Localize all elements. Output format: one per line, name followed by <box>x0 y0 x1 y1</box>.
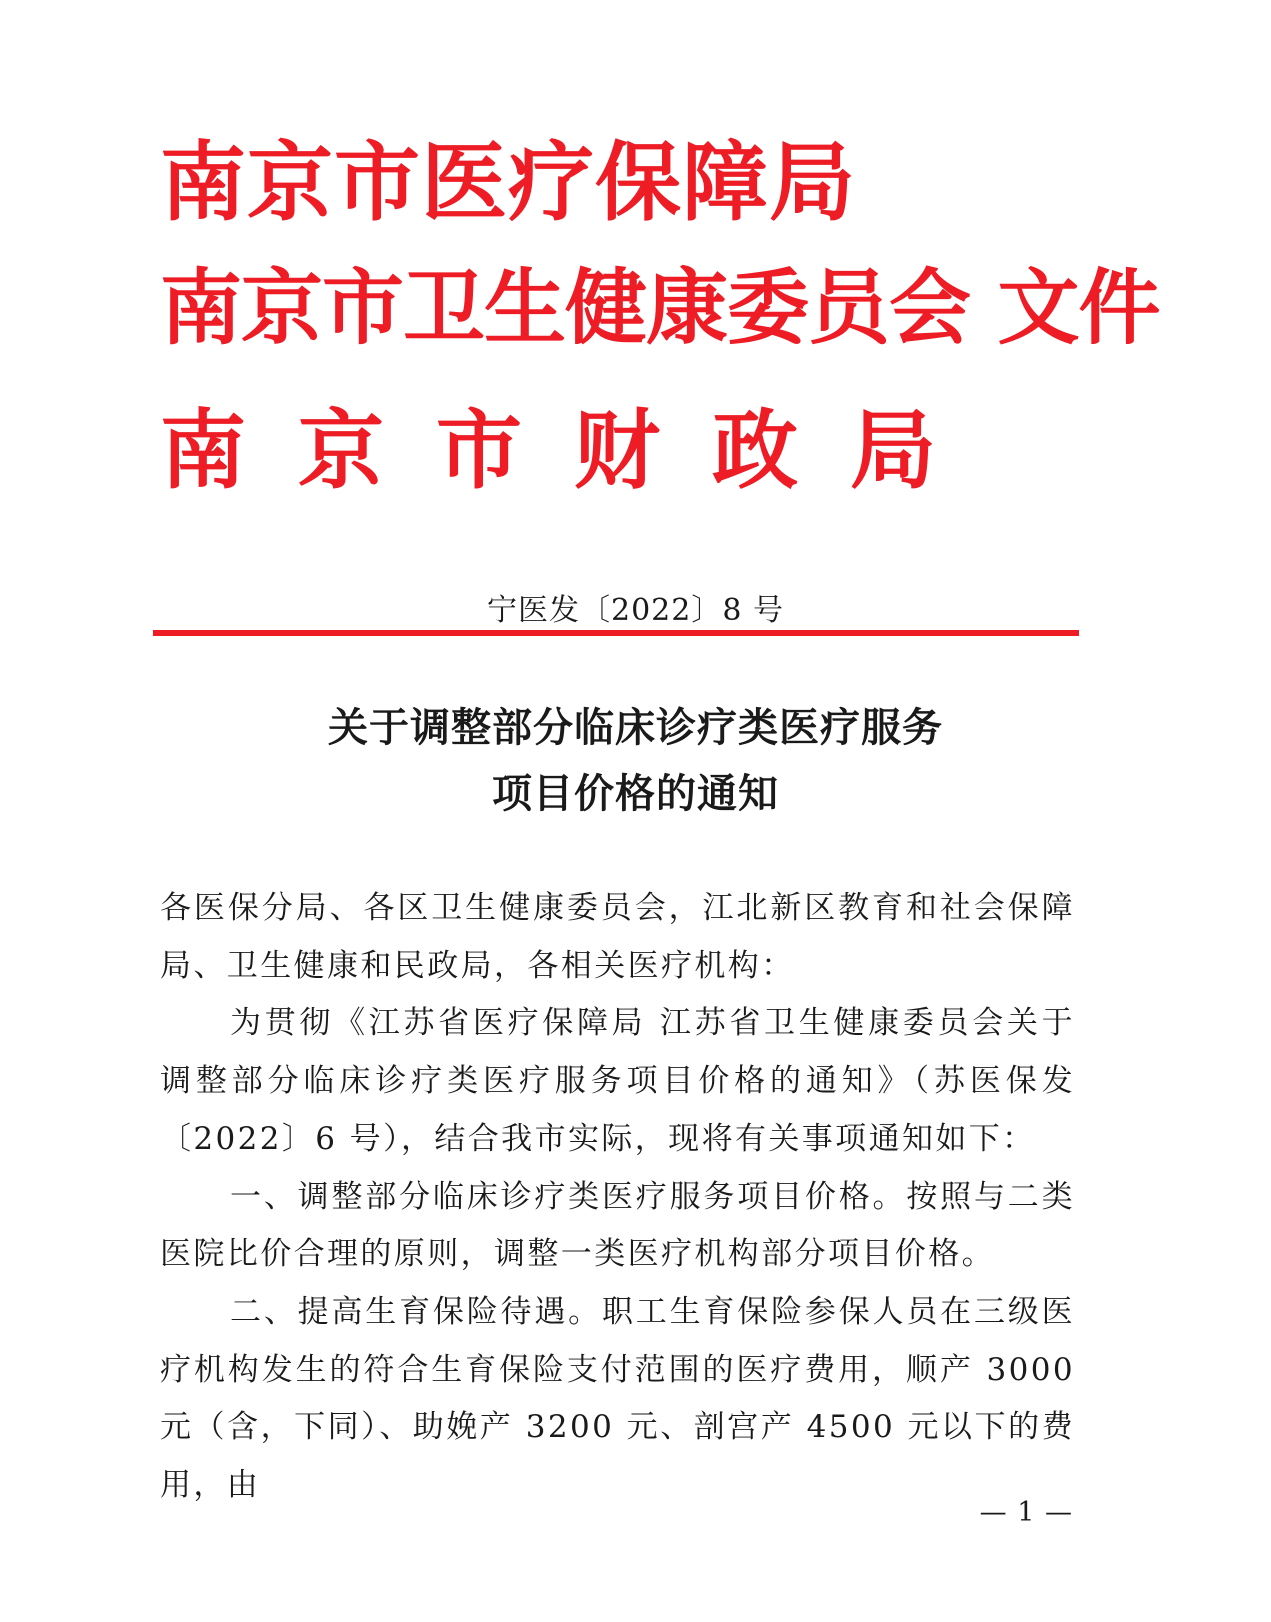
item-1-paragraph: 一、调整部分临床诊疗类医疗服务项目价格。按照与二类医院比价合理的原则，调整一类医疗机构部分项目价格。 <box>160 1178 1075 1273</box>
title-line-1: 关于调整部分临床诊疗类医疗服务 <box>328 704 943 751</box>
title-line-2: 项目价格的通知 <box>492 770 779 817</box>
intro-paragraph: 为贯彻《江苏省医疗保障局 江苏省卫生健康委员会关于调整部分临床诊疗类医疗服务项目价格的通知》（苏医保发〔2022〕6 号），结合我市实际，现将有关事项通知如下： <box>160 1005 1075 1157</box>
issuer-header-line-2: 南京市卫生健康委员会 文件 <box>160 261 1160 356</box>
document-body <box>160 880 1075 1515</box>
red-divider-line <box>153 630 1079 636</box>
item-2-paragraph: 二、提高生育保险待遇。职工生育保险参保人员在三级医疗机构发生的符合生育保险支付范围的医疗费用，顺产 3000 元（含，下同）、助娩产 3200 元、剖宫产 4500 元以下的费用，由 <box>160 1293 1075 1504</box>
issuer-header-line-1: 南京市医疗保障局 <box>160 133 856 233</box>
document-title <box>0 695 1271 827</box>
addressee-paragraph: 各医保分局、各区卫生健康委员会，江北新区教育和社会保障局、卫生健康和民政局，各相关医疗机构： <box>160 890 1075 984</box>
issuer-header-line-3: 南京市财政局 <box>160 401 988 501</box>
page-number: — 1 — <box>979 1497 1073 1528</box>
document-number: 宁医发〔2022〕8 号 <box>487 593 784 628</box>
